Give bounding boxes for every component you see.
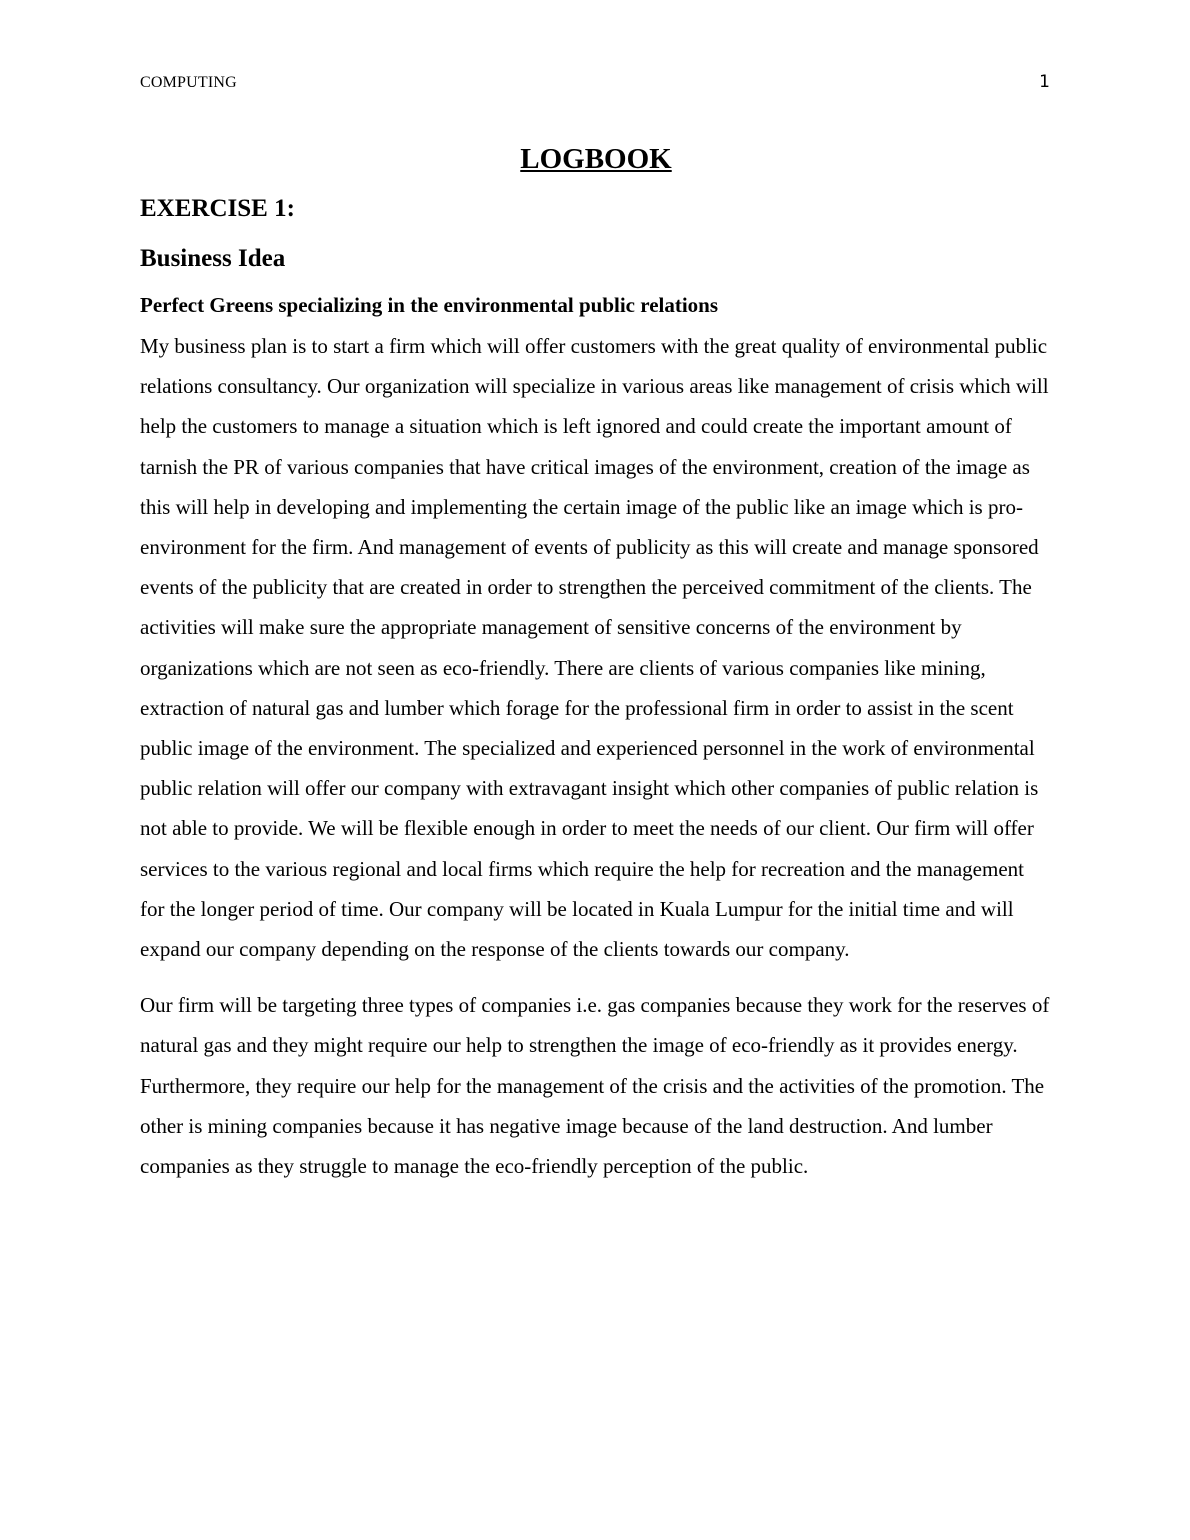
page-number: 1 (1039, 72, 1050, 92)
exercise-heading: EXERCISE 1: (140, 195, 295, 222)
business-subheading: Perfect Greens specializing in the environmental public relations (140, 293, 719, 317)
section-heading: Business Idea (140, 245, 286, 272)
running-head: COMPUTING (140, 74, 237, 91)
body-paragraph-1: My business plan is to start a firm which will offer customers with the great quality of environmental public relations consultancy. Our organization will specialize in various areas like management of crisis which will help the customers to manage a situation which is left ignored and could create the important amount of tarnish the PR of various companies that have critical images of the environment, creation of the image as this will help in developing and implementing the certain image of the public like an image which is pro-environment for the firm. And management of events of publicity as this will create and manage sponsored events of the publicity that are created in order to strengthen the perceived commitment of the clients. The activities will make sure the appropriate management of sensitive concerns of the environment by organizations which are not seen as eco-friendly. There are clients of various companies like mining, extraction of natural gas and lumber which forage for the professional firm in order to assist in the scent public image of the environment. The specialized and experienced personnel in the work of environmental public relation will offer our company with extravagant insight which other companies of public relation is not able to provide. We will be flexible enough in order to meet the needs of our client. Our firm will offer services to the various regional and local firms which require the help for recreation and the management for the longer period of time. Our company will be located in Kuala Lumpur for the initial time and will expand our company depending on the response of the clients towards our company. (140, 334, 1049, 962)
body-paragraph-2: Our firm will be targeting three types of companies i.e. gas companies because they work for the reserves of natural gas and they might require our help to strengthen the image of eco-friendly as it provides energy. Furthermore, they require our help for the management of the crisis and the activities of the promotion. The other is mining companies because it has negative image because of the land destruction. And lumber companies as they struggle to manage the eco-friendly perception of the public. (140, 993, 1050, 1179)
document-body (140, 140, 1052, 1186)
document-title: LOGBOOK (520, 143, 672, 175)
